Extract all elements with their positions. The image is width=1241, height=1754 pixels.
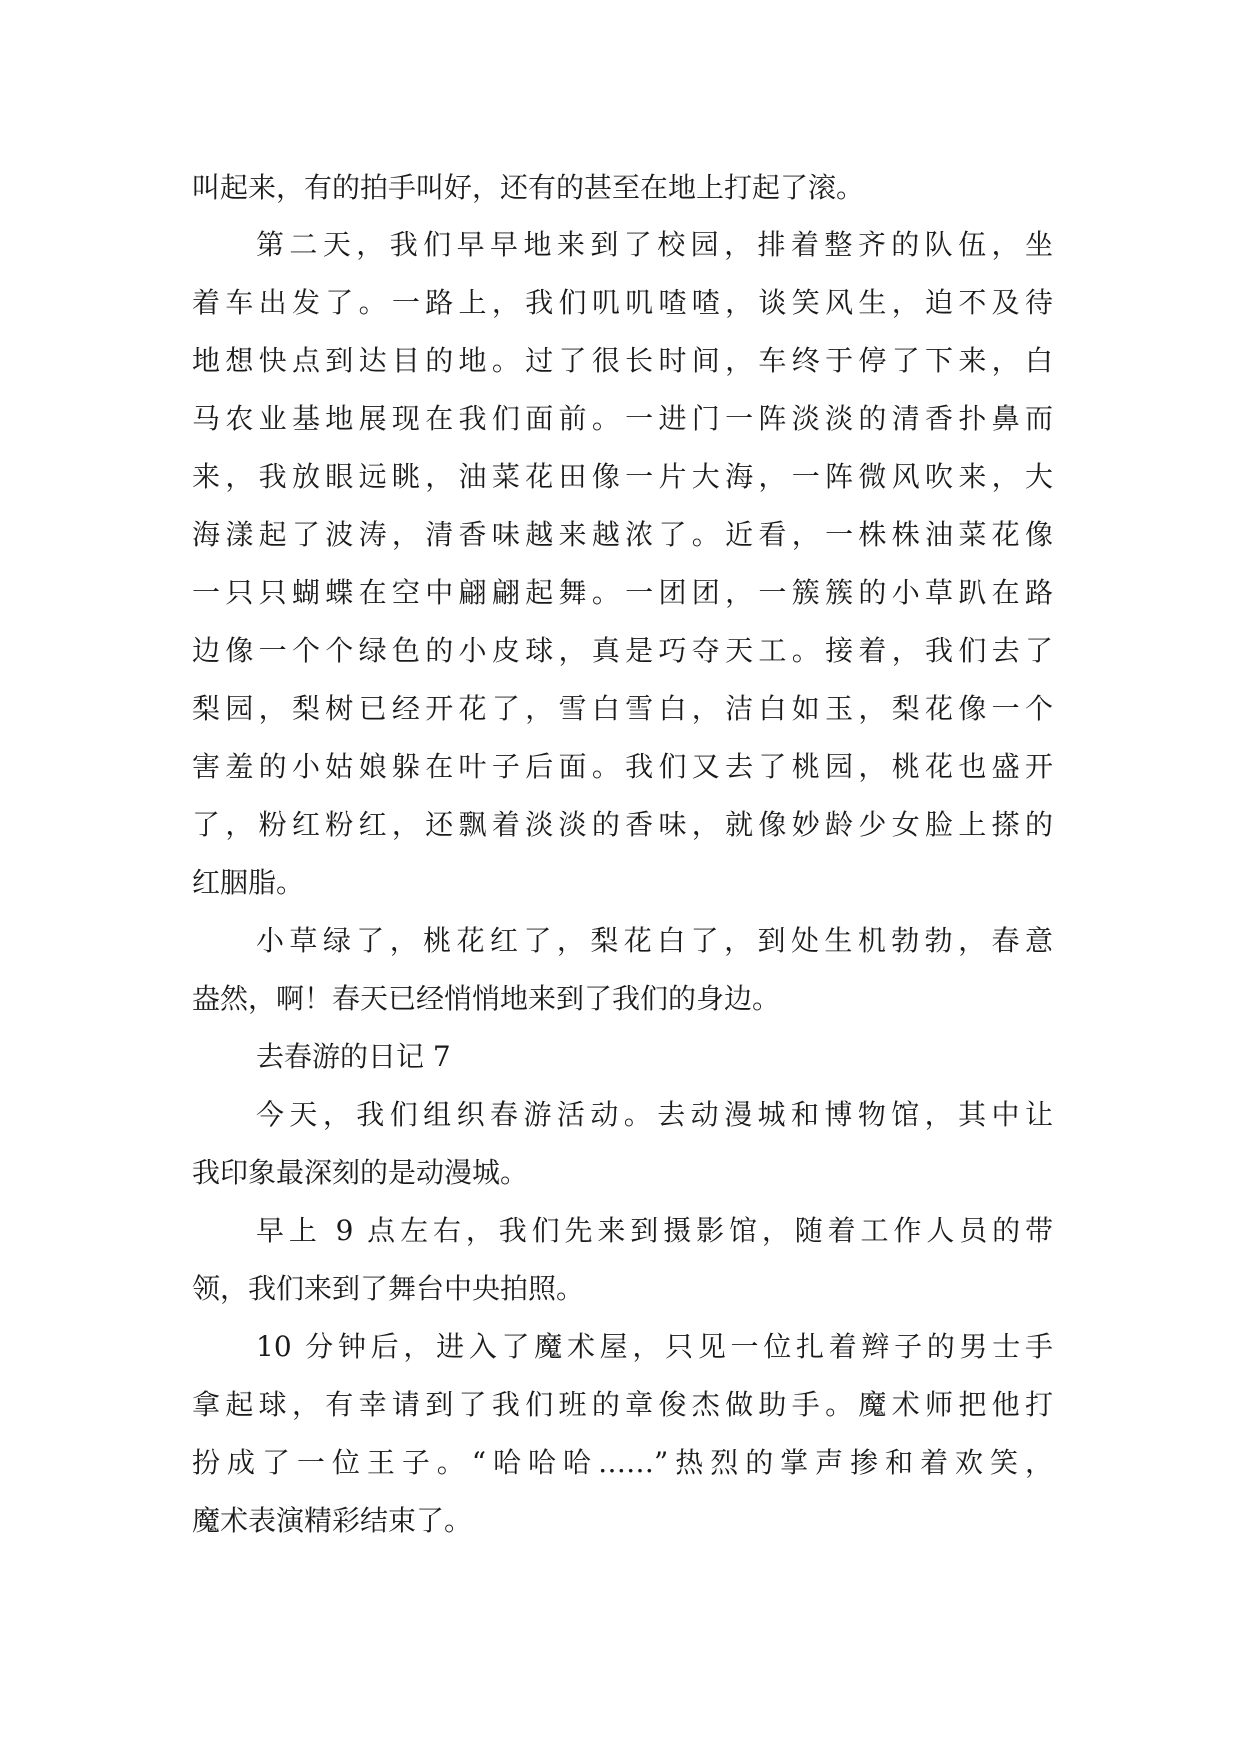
text-line: 叫起来，有的拍手叫好，还有的甚至在地上打起了滚。 bbox=[192, 171, 865, 204]
text-line: 梨园，梨树已经开花了，雪白雪白，洁白如玉，梨花像一个 bbox=[192, 692, 1053, 725]
text-line: 马农业基地展现在我们面前。一进门一阵淡淡的清香扑鼻而 bbox=[192, 402, 1053, 435]
text-line: 来，我放眼远眺，油菜花田像一片大海，一阵微风吹来，大 bbox=[192, 460, 1053, 493]
text-line: 扮成了一位王子。“哈哈哈……”热烈的掌声掺和着欢笑， bbox=[192, 1446, 1053, 1479]
paragraph-first-line: 早上 9 点左右，我们先来到摄影馆，随着工作人员的带 bbox=[256, 1214, 1053, 1247]
paragraph-first-line: 小草绿了，桃花红了，梨花白了，到处生机勃勃，春意 bbox=[256, 924, 1053, 957]
text-line: 领，我们来到了舞台中央拍照。 bbox=[192, 1272, 585, 1305]
paragraph-first-line: 今天，我们组织春游活动。去动漫城和博物馆，其中让 bbox=[256, 1098, 1053, 1131]
text-line: 红胭脂。 bbox=[192, 866, 305, 899]
section-heading: 去春游的日记 7 bbox=[256, 1040, 451, 1073]
text-line: 一只只蝴蝶在空中翩翩起舞。一团团，一簇簇的小草趴在路 bbox=[192, 576, 1053, 609]
text-line: 害羞的小姑娘躲在叶子后面。我们又去了桃园，桃花也盛开 bbox=[192, 750, 1053, 783]
text-line: 着车出发了。一路上，我们叽叽喳喳，谈笑风生，迫不及待 bbox=[192, 286, 1053, 319]
text-line: 地想快点到达目的地。过了很长时间，车终于停了下来，白 bbox=[192, 344, 1053, 377]
text-line: 我印象最深刻的是动漫城。 bbox=[192, 1156, 529, 1189]
text-line: 盎然，啊！春天已经悄悄地来到了我们的身边。 bbox=[192, 982, 781, 1015]
paragraph-first-line: 10 分钟后，进入了魔术屋，只见一位扎着辫子的男士手 bbox=[256, 1330, 1053, 1363]
paragraph-first-line: 第二天，我们早早地来到了校园，排着整齐的队伍，坐 bbox=[256, 228, 1053, 261]
text-line: 海漾起了波涛，清香味越来越浓了。近看，一株株油菜花像 bbox=[192, 518, 1053, 551]
text-line: 魔术表演精彩结束了。 bbox=[192, 1504, 473, 1537]
text-line: 边像一个个绿色的小皮球，真是巧夺天工。接着，我们去了 bbox=[192, 634, 1053, 667]
text-line: 拿起球，有幸请到了我们班的章俊杰做助手。魔术师把他打 bbox=[192, 1388, 1053, 1421]
text-line: 了，粉红粉红，还飘着淡淡的香味，就像妙龄少女脸上搽的 bbox=[192, 808, 1053, 841]
